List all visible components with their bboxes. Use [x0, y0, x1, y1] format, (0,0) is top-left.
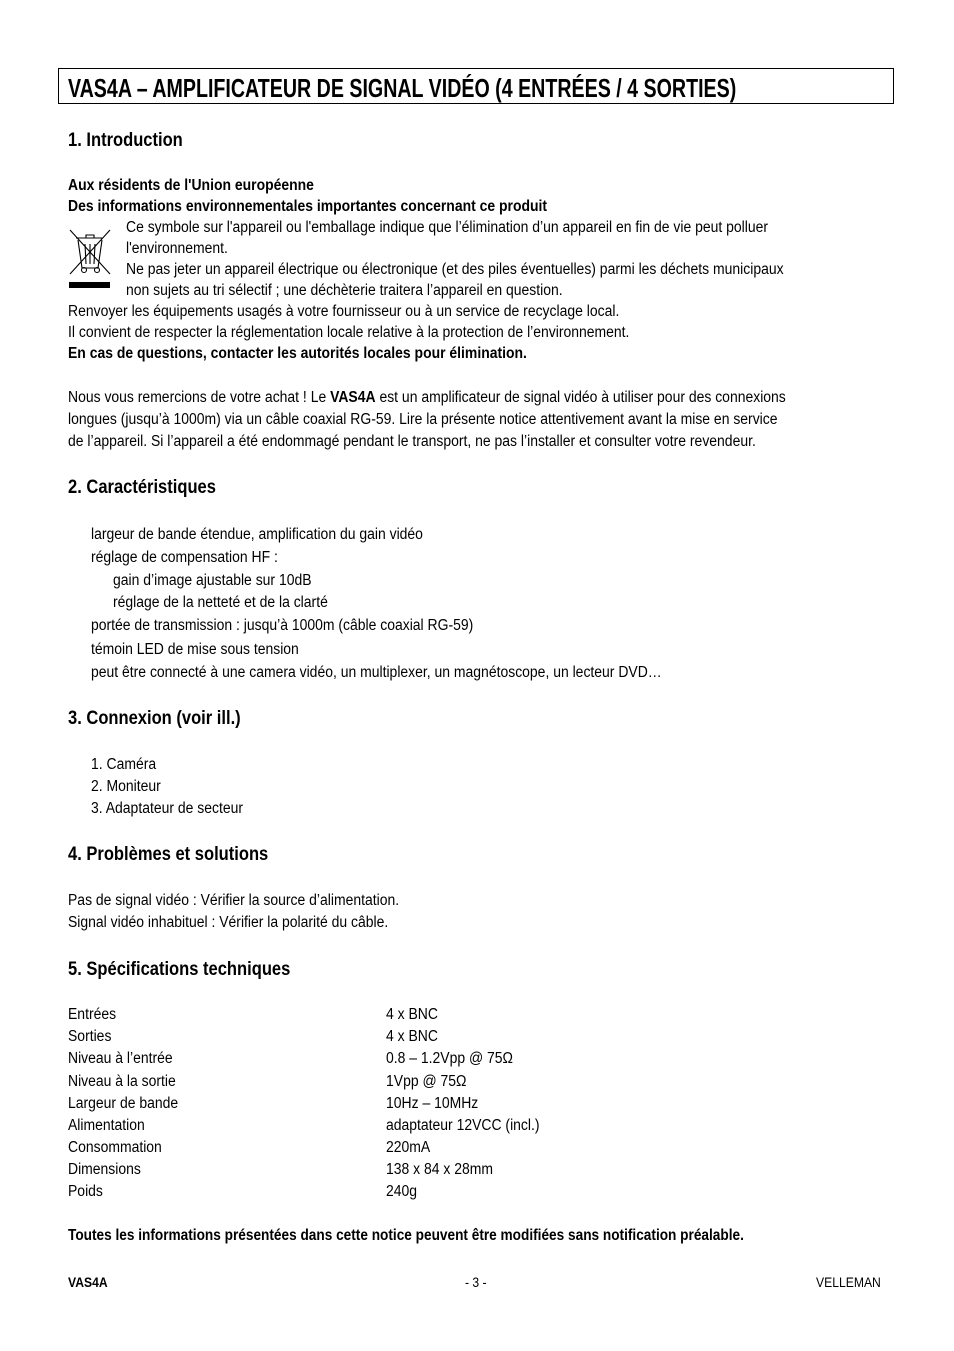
connection-item: 2. Moniteur	[91, 778, 161, 795]
spec-label: Sorties	[68, 1028, 112, 1045]
footer-model: VAS4A	[68, 1275, 108, 1290]
weee-bin-icon	[68, 226, 114, 290]
section-1-heading: 1. Introduction	[68, 130, 183, 151]
eu-line-2: l'environnement.	[126, 240, 228, 257]
document-title: VAS4A – AMPLIFICATEUR DE SIGNAL VIDÉO (4 ENTRÉES / 4 SORTIES)	[68, 73, 737, 103]
spec-value: 1Vpp @ 75Ω	[386, 1073, 467, 1090]
spec-label: Niveau à l’entrée	[68, 1050, 173, 1067]
section-4-heading: 4. Problèmes et solutions	[68, 844, 269, 865]
spec-value: 4 x BNC	[386, 1028, 438, 1045]
spec-label: Alimentation	[68, 1117, 145, 1134]
intro-paragraph-line-3: de l’appareil. Si l’appareil a été endommagé pendant le transport, ne pas l’installer et consulter votre revendeur.	[68, 433, 756, 450]
title-box	[58, 68, 894, 104]
footer-brand: VELLEMAN	[816, 1275, 881, 1290]
feature-item: témoin LED de mise sous tension	[91, 641, 299, 658]
footer-page-number: - 3 -	[465, 1275, 487, 1290]
intro-paragraph-line-1: Nous vous remercions de votre achat ! Le VAS4A est un amplificateur de signal vidéo à utiliser pour des connexions	[68, 389, 786, 406]
feature-subitem: réglage de la netteté et de la clarté	[113, 594, 328, 611]
product-name: VAS4A	[330, 389, 376, 406]
disclaimer: Toutes les informations présentées dans cette notice peuvent être modifiées sans notification préalable.	[68, 1227, 744, 1244]
spec-label: Entrées	[68, 1006, 117, 1023]
feature-item: portée de transmission : jusqu’à 1000m (câble coaxial RG-59)	[91, 617, 474, 634]
connection-item: 3. Adaptateur de secteur	[91, 800, 244, 817]
spec-label: Largeur de bande	[68, 1095, 179, 1112]
feature-subitem: gain d’image ajustable sur 10dB	[113, 572, 312, 589]
eu-line-4: non sujets au tri sélectif ; une déchèterie traitera l’appareil en question.	[126, 282, 563, 299]
spec-label: Niveau à la sortie	[68, 1073, 176, 1090]
spec-label: Dimensions	[68, 1161, 141, 1178]
eu-line-6: Il convient de respecter la réglementation locale relative à la protection de l’environnement.	[68, 324, 630, 341]
feature-item: peut être connecté à une camera vidéo, un multiplexer, un magnétoscope, un lecteur DVD…	[91, 664, 662, 681]
section-3-heading: 3. Connexion (voir ill.)	[68, 708, 241, 729]
eu-heading-1: Aux résidents de l'Union européenne	[68, 177, 314, 194]
eu-line-7: En cas de questions, contacter les autorités locales pour élimination.	[68, 345, 527, 362]
spec-value: 138 x 84 x 28mm	[386, 1161, 494, 1178]
connection-item: 1. Caméra	[91, 756, 157, 773]
spec-label: Consommation	[68, 1139, 162, 1156]
spec-value: 220mA	[386, 1139, 431, 1156]
section-5-heading: 5. Spécifications techniques	[68, 959, 291, 980]
spec-label: Poids	[68, 1183, 103, 1200]
section-2-heading: 2. Caractéristiques	[68, 477, 216, 498]
eu-line-5: Renvoyer les équipements usagés à votre fournisseur ou à un service de recyclage local.	[68, 303, 620, 320]
eu-line-1: Ce symbole sur l'appareil ou l'emballage indique que l’élimination d’un appareil en fin de vie peut polluer	[126, 219, 769, 236]
eu-line-3: Ne pas jeter un appareil électrique ou électronique (et des piles éventuelles) parmi les déchets municipaux	[126, 261, 784, 278]
troubleshooting-line: Pas de signal vidéo : Vérifier la source d’alimentation.	[68, 892, 400, 909]
spec-value: 10Hz – 10MHz	[386, 1095, 479, 1112]
eu-heading-2: Des informations environnementales importantes concernant ce produit	[68, 198, 548, 215]
spec-value: 4 x BNC	[386, 1006, 438, 1023]
troubleshooting-line: Signal vidéo inhabituel : Vérifier la polarité du câble.	[68, 914, 389, 931]
spec-value: adaptateur 12VCC (incl.)	[386, 1117, 540, 1134]
spec-value: 0.8 – 1.2Vpp @ 75Ω	[386, 1050, 513, 1067]
spec-value: 240g	[386, 1183, 418, 1200]
feature-item: largeur de bande étendue, amplification du gain vidéo	[91, 526, 423, 543]
feature-item: réglage de compensation HF :	[91, 549, 278, 566]
intro-paragraph-line-2: longues (jusqu’à 1000m) via un câble coaxial RG-59. Lire la présente notice attentivement avant la mise en service	[68, 411, 778, 428]
